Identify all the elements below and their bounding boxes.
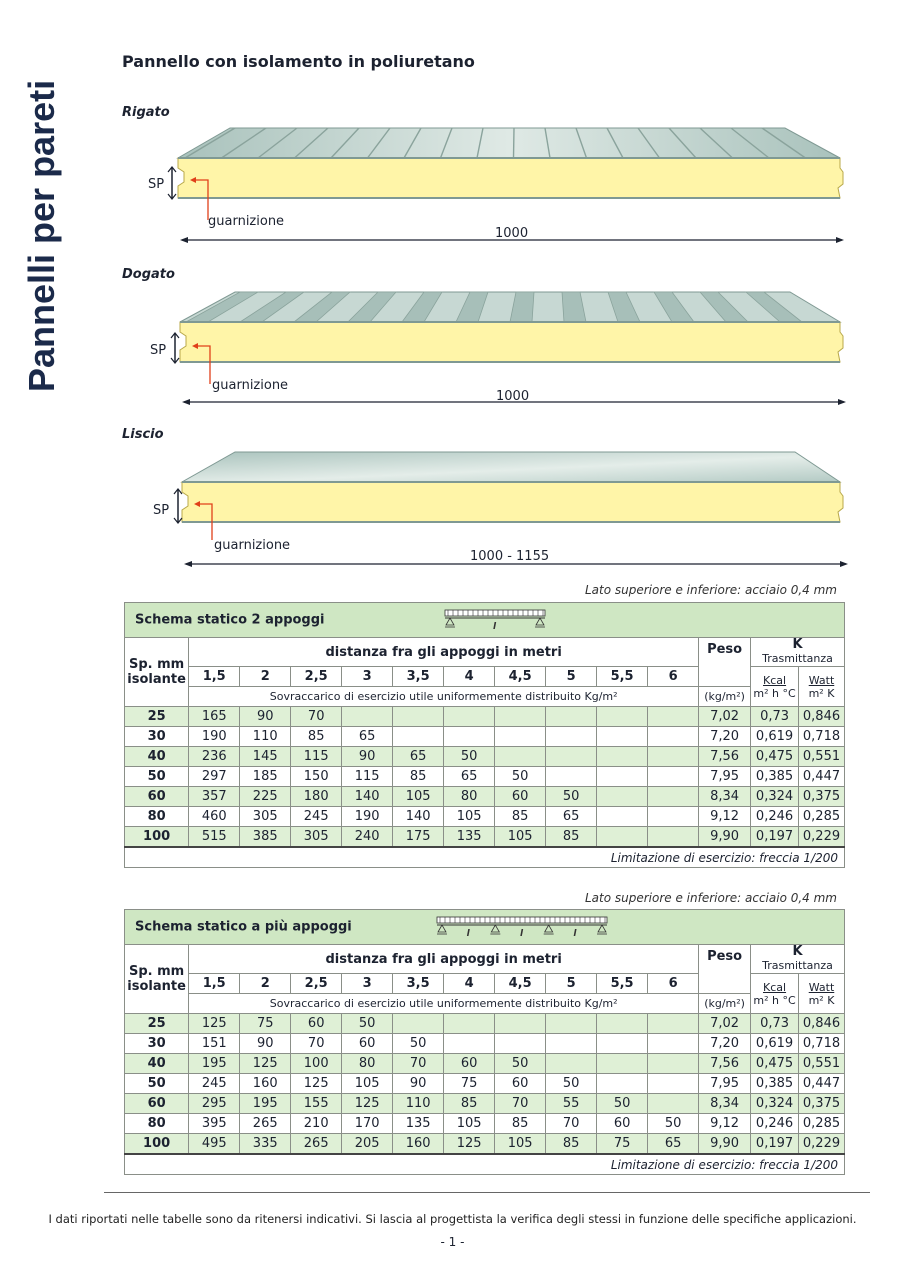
footnote: I dati riportati nelle tabelle sono da ritenersi indicativi. Si lascia al progettista la verifica degli stessi in funzione delle specifiche applicazioni. (48, 1212, 857, 1226)
kcal-cell: 0,246 (751, 1114, 799, 1134)
load-cell: 145 (240, 747, 291, 767)
load-cell: 60 (495, 1074, 546, 1094)
weight-cell: 7,20 (699, 727, 751, 747)
load-cell: 100 (291, 1054, 342, 1074)
load-cell (495, 1034, 546, 1054)
load-cell: 65 (393, 747, 444, 767)
load-cell: 90 (393, 1074, 444, 1094)
table-row (125, 707, 845, 727)
span-value: 1,5 (189, 667, 240, 687)
thickness-cell: 60 (125, 1094, 189, 1114)
load-cell: 55 (546, 1094, 597, 1114)
load-cell (444, 1034, 495, 1054)
span-value: 5 (546, 667, 597, 687)
weight-cell: 9,90 (699, 827, 751, 848)
load-cell: 65 (342, 727, 393, 747)
watt-cell: 0,718 (799, 1034, 845, 1054)
span-value: 2,5 (291, 667, 342, 687)
load-cell: 85 (393, 767, 444, 787)
panel-drawing-liscio (140, 446, 860, 576)
load-cell: 80 (444, 787, 495, 807)
weight-cell: 7,95 (699, 1074, 751, 1094)
load-cell: 125 (240, 1054, 291, 1074)
load-cell: 85 (546, 827, 597, 848)
load-cell (444, 727, 495, 747)
load-cell (648, 787, 699, 807)
kcal-label: Kcal (763, 673, 787, 687)
span-value: 4 (444, 667, 495, 687)
load-cell (393, 1014, 444, 1034)
load-cell (546, 767, 597, 787)
static-scheme-diagram (432, 914, 612, 940)
watt-unit: m² K (808, 993, 835, 1007)
footer-rule (104, 1192, 870, 1193)
load-cell: 195 (240, 1094, 291, 1114)
weight-cell: 7,20 (699, 1034, 751, 1054)
load-cell (393, 707, 444, 727)
load-cell: 180 (291, 787, 342, 807)
load-cell: 105 (393, 787, 444, 807)
table-row (125, 1014, 845, 1034)
k-subtitle: Trasmittanza (762, 652, 833, 665)
load-cell: 50 (546, 1074, 597, 1094)
load-cell: 305 (291, 827, 342, 848)
weight-cell: 8,34 (699, 787, 751, 807)
thickness-cell: 30 (125, 1034, 189, 1054)
load-cell: 105 (444, 807, 495, 827)
gasket-label: guarnizione (214, 538, 291, 553)
load-cell: 245 (291, 807, 342, 827)
watt-cell: 0,551 (799, 747, 845, 767)
kcal-cell: 0,197 (751, 1134, 799, 1155)
watt-cell: 0,551 (799, 1054, 845, 1074)
thickness-cell: 60 (125, 787, 189, 807)
load-cell: 60 (495, 787, 546, 807)
table-row (125, 787, 845, 807)
kcal-cell: 0,475 (751, 1054, 799, 1074)
load-cell: 75 (597, 1134, 648, 1155)
kcal-unit: m² h °C (753, 993, 796, 1007)
load-cell (648, 747, 699, 767)
load-cell: 245 (189, 1074, 240, 1094)
static-scheme-diagram (440, 607, 550, 633)
load-cell (648, 767, 699, 787)
span-value: 6 (648, 974, 699, 994)
load-cell: 385 (240, 827, 291, 848)
load-cell (546, 1034, 597, 1054)
col-thickness-header: Sp. mm isolante (125, 638, 189, 707)
kcal-unit: m² h °C (753, 686, 796, 700)
span-symbol: l (519, 929, 523, 939)
load-cell: 85 (495, 1114, 546, 1134)
load-caption: Sovraccarico di esercizio utile uniformemente distribuito Kg/m² (189, 687, 699, 707)
load-cell: 60 (342, 1034, 393, 1054)
load-cell: 60 (597, 1114, 648, 1134)
load-cell: 65 (648, 1134, 699, 1155)
rib-line (514, 128, 515, 158)
kcal-cell: 0,73 (751, 707, 799, 727)
load-cell: 205 (342, 1134, 393, 1155)
thickness-cell: 25 (125, 1014, 189, 1034)
weight-cell: 8,34 (699, 1094, 751, 1114)
watt-cell: 0,375 (799, 1094, 845, 1114)
load-cell: 155 (291, 1094, 342, 1114)
panel-label-dogato: Dogato (122, 267, 175, 282)
load-cell: 90 (240, 707, 291, 727)
load-cell: 70 (393, 1054, 444, 1074)
weight-header: Peso (699, 945, 751, 994)
kcal-cell: 0,619 (751, 727, 799, 747)
load-cell: 185 (240, 767, 291, 787)
watt-header (799, 974, 845, 1014)
load-cell (648, 1034, 699, 1054)
load-cell: 236 (189, 747, 240, 767)
kcal-cell: 0,324 (751, 1094, 799, 1114)
table-row (125, 727, 845, 747)
load-cell: 115 (291, 747, 342, 767)
load-cell: 160 (240, 1074, 291, 1094)
load-cell: 90 (240, 1034, 291, 1054)
load-cell: 265 (291, 1134, 342, 1155)
load-cell: 190 (189, 727, 240, 747)
span-symbol: l (466, 929, 470, 939)
kcal-cell: 0,619 (751, 1034, 799, 1054)
load-cell: 160 (393, 1134, 444, 1155)
load-cell: 50 (495, 1054, 546, 1074)
load-cell: 165 (189, 707, 240, 727)
sp-label: SP (150, 343, 167, 358)
load-cell: 115 (342, 767, 393, 787)
table-row (125, 767, 845, 787)
weight-unit: (kg/m²) (699, 994, 751, 1014)
load-cell (597, 747, 648, 767)
load-caption: Sovraccarico di esercizio utile uniformemente distribuito Kg/m² (189, 994, 699, 1014)
load-cell: 135 (444, 827, 495, 848)
load-cell: 240 (342, 827, 393, 848)
load-cell: 135 (393, 1114, 444, 1134)
weight-cell: 7,56 (699, 1054, 751, 1074)
span-value: 3 (342, 667, 393, 687)
page-number: - 1 - (440, 1235, 465, 1249)
load-cell: 70 (495, 1094, 546, 1114)
span-value: 4,5 (495, 667, 546, 687)
load-cell: 60 (291, 1014, 342, 1034)
load-cell: 125 (189, 1014, 240, 1034)
load-cell (444, 707, 495, 727)
load-cell: 50 (597, 1094, 648, 1114)
weight-cell: 7,56 (699, 747, 751, 767)
side-title (2, 30, 62, 400)
table-row (125, 1114, 845, 1134)
table-row (125, 1094, 845, 1114)
load-cell: 210 (291, 1114, 342, 1134)
weight-cell: 9,90 (699, 1134, 751, 1155)
watt-cell: 0,447 (799, 1074, 845, 1094)
weight-header: Peso (699, 638, 751, 687)
load-cell: 85 (444, 1094, 495, 1114)
thickness-cell: 80 (125, 1114, 189, 1134)
thickness-cell: 40 (125, 1054, 189, 1074)
kcal-cell: 0,475 (751, 747, 799, 767)
span-value: 2 (240, 667, 291, 687)
weight-cell: 7,95 (699, 767, 751, 787)
load-cell (546, 1054, 597, 1074)
width-dimension: 1000 - 1155 (470, 549, 550, 564)
side-title-text: Pannelli per pareti (21, 79, 62, 392)
load-cell: 335 (240, 1134, 291, 1155)
panel-label-rigato: Rigato (122, 105, 170, 120)
load-cell (648, 807, 699, 827)
table-row (125, 1074, 845, 1094)
watt-cell: 0,229 (799, 827, 845, 848)
load-cell: 105 (495, 1134, 546, 1155)
load-cell: 50 (546, 787, 597, 807)
load-cell: 140 (393, 807, 444, 827)
width-dimension: 1000 (495, 226, 529, 241)
load-cell: 90 (342, 747, 393, 767)
span-symbol: l (492, 622, 496, 632)
load-cell (597, 1074, 648, 1094)
width-dimension: 1000 (496, 389, 530, 404)
load-cell (648, 1054, 699, 1074)
load-cell: 125 (342, 1094, 393, 1114)
watt-header (799, 667, 845, 707)
watt-unit: m² K (808, 686, 835, 700)
weight-cell: 9,12 (699, 1114, 751, 1134)
panel-drawing-dogato (140, 284, 860, 414)
sp-label: SP (148, 177, 165, 192)
weight-unit: (kg/m²) (699, 687, 751, 707)
load-cell: 460 (189, 807, 240, 827)
load-cell: 105 (444, 1114, 495, 1134)
thickness-cell: 30 (125, 727, 189, 747)
watt-cell: 0,375 (799, 787, 845, 807)
watt-cell: 0,447 (799, 767, 845, 787)
panel-drawing-rigato (140, 122, 860, 252)
table-title-cell (125, 603, 845, 638)
load-cell: 190 (342, 807, 393, 827)
load-cell: 295 (189, 1094, 240, 1114)
load-cell (648, 827, 699, 848)
sp-label: SP (153, 503, 170, 518)
load-cell (648, 727, 699, 747)
watt-cell: 0,285 (799, 807, 845, 827)
load-cell: 150 (291, 767, 342, 787)
load-cell: 80 (342, 1054, 393, 1074)
load-cell: 75 (444, 1074, 495, 1094)
load-cell: 395 (189, 1114, 240, 1134)
k-title: K (792, 944, 803, 959)
kcal-cell: 0,385 (751, 1074, 799, 1094)
table-title-cell (125, 910, 845, 945)
load-cell (648, 707, 699, 727)
load-cell (546, 727, 597, 747)
thickness-cell: 80 (125, 807, 189, 827)
load-cell (597, 1054, 648, 1074)
span-header: distanza fra gli appoggi in metri (189, 638, 699, 667)
load-cell: 50 (495, 767, 546, 787)
load-cell: 50 (393, 1034, 444, 1054)
load-cell: 140 (342, 787, 393, 807)
k-header (751, 945, 845, 974)
load-cell (546, 1014, 597, 1034)
span-header: distanza fra gli appoggi in metri (189, 945, 699, 974)
kcal-cell: 0,246 (751, 807, 799, 827)
thickness-cell: 50 (125, 1074, 189, 1094)
load-cell: 105 (342, 1074, 393, 1094)
load-cell: 50 (444, 747, 495, 767)
load-cell (393, 727, 444, 747)
load-cell (648, 1014, 699, 1034)
load-cell (648, 1074, 699, 1094)
load-cell (597, 767, 648, 787)
span-value: 2 (240, 974, 291, 994)
load-cell: 65 (444, 767, 495, 787)
load-cell (342, 707, 393, 727)
weight-cell: 7,02 (699, 707, 751, 727)
k-title: K (792, 637, 803, 652)
load-cell: 357 (189, 787, 240, 807)
load-cell: 50 (342, 1014, 393, 1034)
kcal-cell: 0,73 (751, 1014, 799, 1034)
load-cell (444, 1014, 495, 1034)
limit-note: Limitazione di esercizio: freccia 1/200 (125, 1154, 845, 1175)
load-cell (597, 827, 648, 848)
watt-label: Watt (808, 673, 835, 687)
span-value: 5,5 (597, 974, 648, 994)
watt-cell: 0,846 (799, 1014, 845, 1034)
kcal-cell: 0,197 (751, 827, 799, 848)
load-cell: 110 (240, 727, 291, 747)
table-row (125, 1034, 845, 1054)
load-cell: 75 (240, 1014, 291, 1034)
watt-label: Watt (808, 980, 835, 994)
span-value: 3,5 (393, 667, 444, 687)
table-title: Schema statico 2 appoggi (135, 612, 325, 628)
span-value: 3 (342, 974, 393, 994)
load-cell (495, 747, 546, 767)
weight-cell: 7,02 (699, 1014, 751, 1034)
load-cell (546, 707, 597, 727)
watt-cell: 0,229 (799, 1134, 845, 1155)
kcal-label: Kcal (763, 980, 787, 994)
limit-note: Limitazione di esercizio: freccia 1/200 (125, 847, 845, 868)
load-cell: 195 (189, 1054, 240, 1074)
load-cell (597, 1034, 648, 1054)
table1-note: Lato superiore e inferiore: acciaio 0,4 mm (584, 583, 837, 597)
load-cell: 60 (444, 1054, 495, 1074)
weight-cell: 9,12 (699, 807, 751, 827)
span-value: 4 (444, 974, 495, 994)
load-cell: 170 (342, 1114, 393, 1134)
kcal-cell: 0,324 (751, 787, 799, 807)
table-row (125, 807, 845, 827)
col-thickness-header: Sp. mm isolante (125, 945, 189, 1014)
load-cell: 70 (291, 707, 342, 727)
table2-note: Lato superiore e inferiore: acciaio 0,4 mm (584, 891, 837, 905)
span-value: 5,5 (597, 667, 648, 687)
load-cell (597, 707, 648, 727)
panel-label-liscio: Liscio (122, 427, 164, 442)
load-cell: 125 (291, 1074, 342, 1094)
load-cell: 225 (240, 787, 291, 807)
load-cell (495, 707, 546, 727)
load-cell: 151 (189, 1034, 240, 1054)
load-cell: 85 (546, 1134, 597, 1155)
span-value: 2,5 (291, 974, 342, 994)
table-row (125, 1054, 845, 1074)
kcal-header (751, 667, 799, 707)
load-cell: 105 (495, 827, 546, 848)
load-cell: 70 (546, 1114, 597, 1134)
load-cell: 85 (495, 807, 546, 827)
table-title: Schema statico a più appoggi (135, 919, 352, 935)
load-cell (597, 787, 648, 807)
load-cell (597, 1014, 648, 1034)
span-value: 1,5 (189, 974, 240, 994)
load-cell (546, 747, 597, 767)
load-cell (495, 1014, 546, 1034)
load-cell (495, 727, 546, 747)
span-value: 3,5 (393, 974, 444, 994)
page-title: Pannello con isolamento in poliuretano (122, 52, 475, 71)
gasket-label: guarnizione (212, 378, 289, 393)
thickness-cell: 100 (125, 827, 189, 848)
load-cell: 305 (240, 807, 291, 827)
load-cell: 65 (546, 807, 597, 827)
thickness-cell: 25 (125, 707, 189, 727)
watt-cell: 0,285 (799, 1114, 845, 1134)
load-cell (597, 727, 648, 747)
load-cell: 297 (189, 767, 240, 787)
load-table-2-supports (124, 602, 845, 868)
k-header (751, 638, 845, 667)
k-subtitle: Trasmittanza (762, 959, 833, 972)
load-table-multi-supports (124, 909, 845, 1175)
span-value: 5 (546, 974, 597, 994)
span-value: 6 (648, 667, 699, 687)
load-cell: 175 (393, 827, 444, 848)
load-cell: 495 (189, 1134, 240, 1155)
span-value: 4,5 (495, 974, 546, 994)
load-cell: 50 (648, 1114, 699, 1134)
kcal-header (751, 974, 799, 1014)
thickness-cell: 50 (125, 767, 189, 787)
load-cell: 85 (291, 727, 342, 747)
table-row (125, 1134, 845, 1155)
load-cell: 265 (240, 1114, 291, 1134)
span-symbol: l (573, 929, 577, 939)
load-cell: 125 (444, 1134, 495, 1155)
load-cell: 70 (291, 1034, 342, 1054)
kcal-cell: 0,385 (751, 767, 799, 787)
gasket-label: guarnizione (208, 214, 285, 229)
watt-cell: 0,846 (799, 707, 845, 727)
load-cell: 515 (189, 827, 240, 848)
thickness-cell: 100 (125, 1134, 189, 1155)
load-cell: 110 (393, 1094, 444, 1114)
load-cell (597, 807, 648, 827)
table-row (125, 827, 845, 848)
watt-cell: 0,718 (799, 727, 845, 747)
thickness-cell: 40 (125, 747, 189, 767)
load-cell (648, 1094, 699, 1114)
table-row (125, 747, 845, 767)
